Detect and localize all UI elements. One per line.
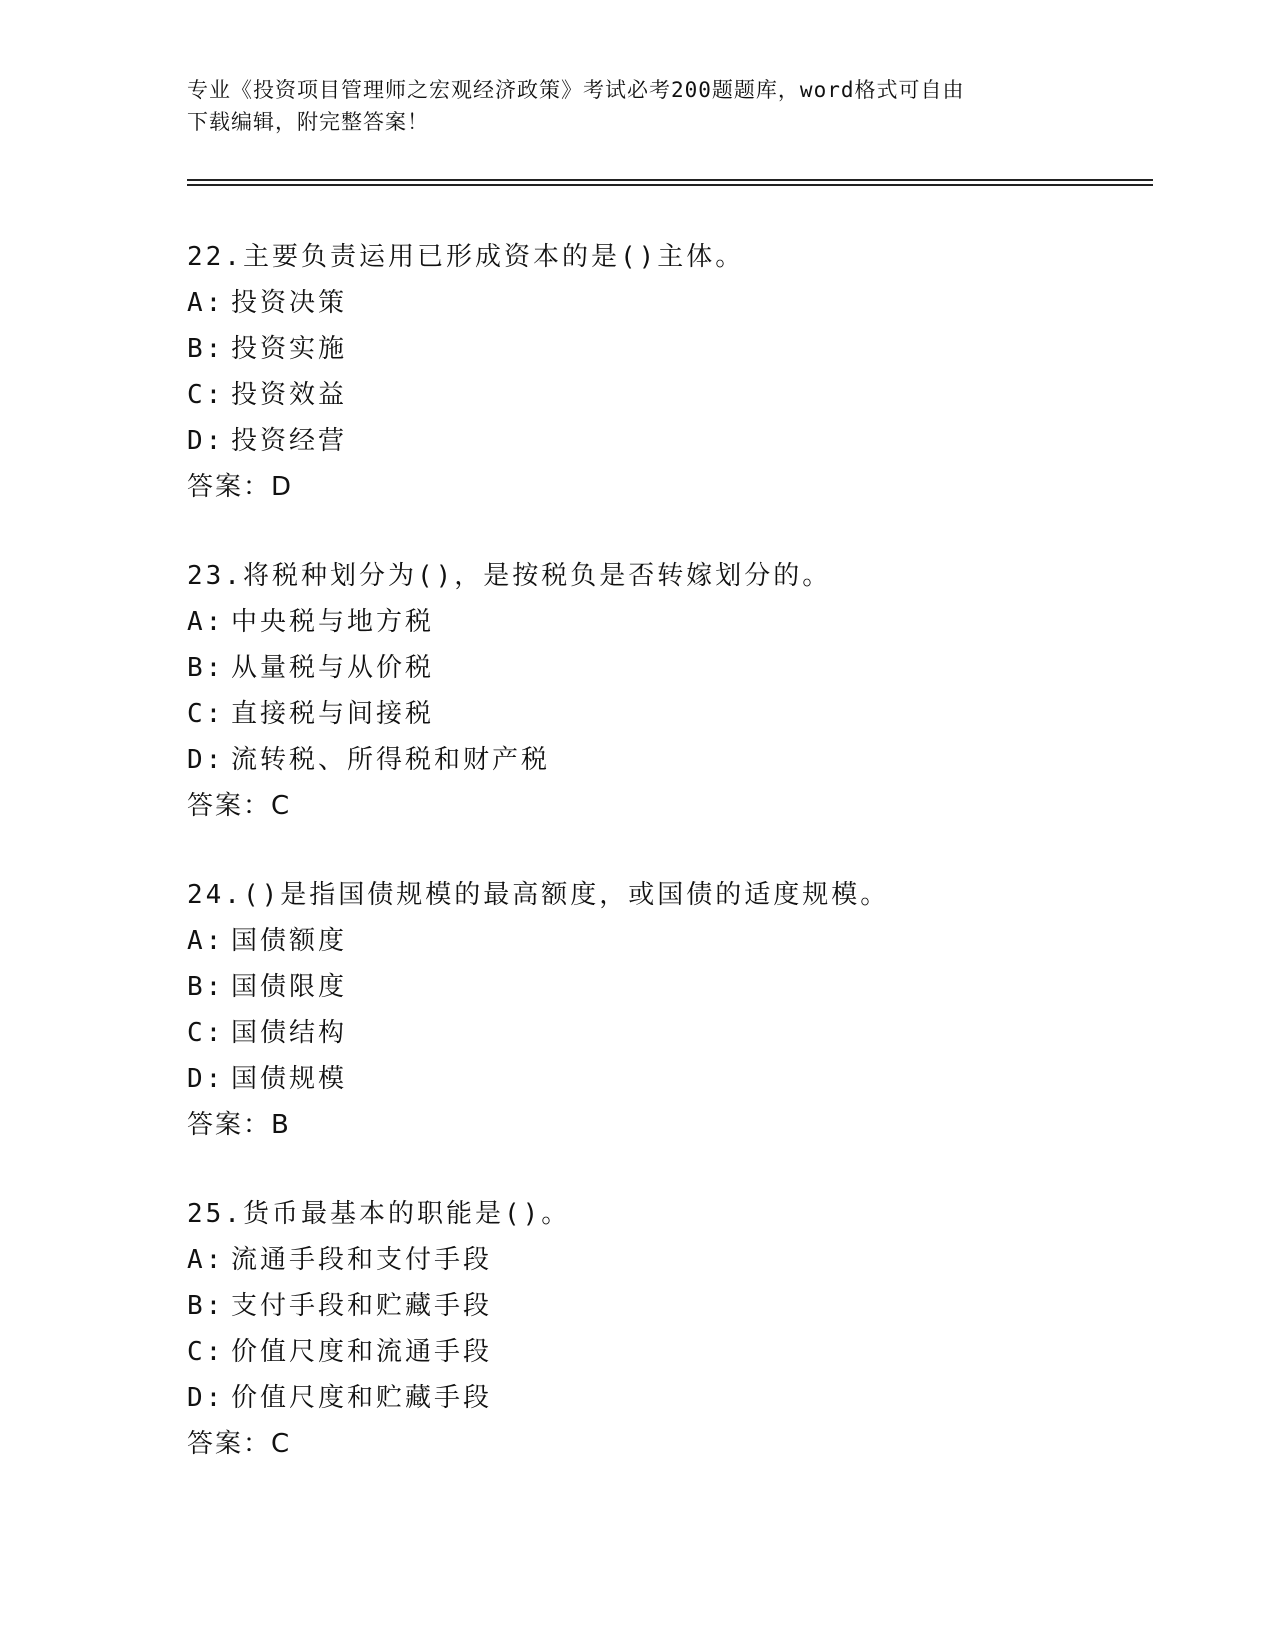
option-letter: B:	[187, 653, 225, 683]
option-c	[187, 372, 1147, 418]
option-a	[187, 280, 1147, 326]
option-d	[187, 418, 1147, 464]
option-b	[187, 1283, 1147, 1329]
question-23	[187, 553, 1147, 829]
option-letter: D:	[187, 1383, 225, 1413]
option-a	[187, 599, 1147, 645]
answer-line: 答案：C	[187, 1429, 292, 1459]
answer-line: 答案：C	[187, 791, 292, 821]
option-text: 国债额度	[231, 926, 348, 956]
option-letter: A:	[187, 607, 225, 637]
question-22	[187, 234, 1147, 510]
option-b	[187, 645, 1147, 691]
option-letter: B:	[187, 1291, 225, 1321]
option-letter: C:	[187, 1018, 225, 1048]
option-d	[187, 1056, 1147, 1102]
question-stem: 22.主要负责运用已形成资本的是()主体。	[187, 242, 745, 272]
document-header	[187, 74, 1087, 138]
question-25	[187, 1191, 1147, 1467]
option-text: 国债规模	[231, 1064, 348, 1094]
option-letter: C:	[187, 699, 225, 729]
option-text: 投资效益	[231, 380, 348, 410]
option-letter: B:	[187, 972, 225, 1002]
header-line-1: 专业《投资项目管理师之宏观经济政策》考试必考200题题库，word格式可自由	[187, 78, 965, 102]
option-text: 国债结构	[231, 1018, 348, 1048]
option-text: 流转税、所得税和财产税	[231, 745, 551, 775]
option-letter: C:	[187, 1337, 225, 1367]
answer-line: 答案：D	[187, 472, 294, 502]
option-letter: D:	[187, 1064, 225, 1094]
header-divider-top	[187, 179, 1153, 181]
option-a	[187, 1237, 1147, 1283]
option-text: 国债限度	[231, 972, 348, 1002]
option-text: 流通手段和支付手段	[231, 1245, 493, 1275]
header-divider-bottom	[187, 184, 1153, 186]
answer-line: 答案：B	[187, 1110, 291, 1140]
option-text: 从量税与从价税	[231, 653, 435, 683]
header-line-2: 下载编辑，附完整答案！	[187, 110, 429, 134]
option-text: 价值尺度和流通手段	[231, 1337, 493, 1367]
option-d	[187, 737, 1147, 783]
option-c	[187, 1329, 1147, 1375]
option-letter: A:	[187, 926, 225, 956]
option-d	[187, 1375, 1147, 1421]
question-24	[187, 872, 1147, 1148]
option-text: 中央税与地方税	[231, 607, 435, 637]
option-letter: A:	[187, 1245, 225, 1275]
option-b	[187, 326, 1147, 372]
question-stem: 25.货币最基本的职能是()。	[187, 1199, 571, 1229]
option-letter: A:	[187, 288, 225, 318]
question-stem: 24.()是指国债规模的最高额度，或国债的适度规模。	[187, 880, 890, 910]
option-letter: C:	[187, 380, 225, 410]
option-letter: B:	[187, 334, 225, 364]
option-letter: D:	[187, 426, 225, 456]
option-b	[187, 964, 1147, 1010]
option-letter: D:	[187, 745, 225, 775]
option-c	[187, 691, 1147, 737]
option-text: 投资实施	[231, 334, 348, 364]
option-a	[187, 918, 1147, 964]
option-text: 直接税与间接税	[231, 699, 435, 729]
option-c	[187, 1010, 1147, 1056]
option-text: 投资决策	[231, 288, 348, 318]
option-text: 投资经营	[231, 426, 348, 456]
question-stem: 23.将税种划分为()，是按税负是否转嫁划分的。	[187, 561, 832, 591]
option-text: 价值尺度和贮藏手段	[231, 1383, 493, 1413]
option-text: 支付手段和贮藏手段	[231, 1291, 493, 1321]
